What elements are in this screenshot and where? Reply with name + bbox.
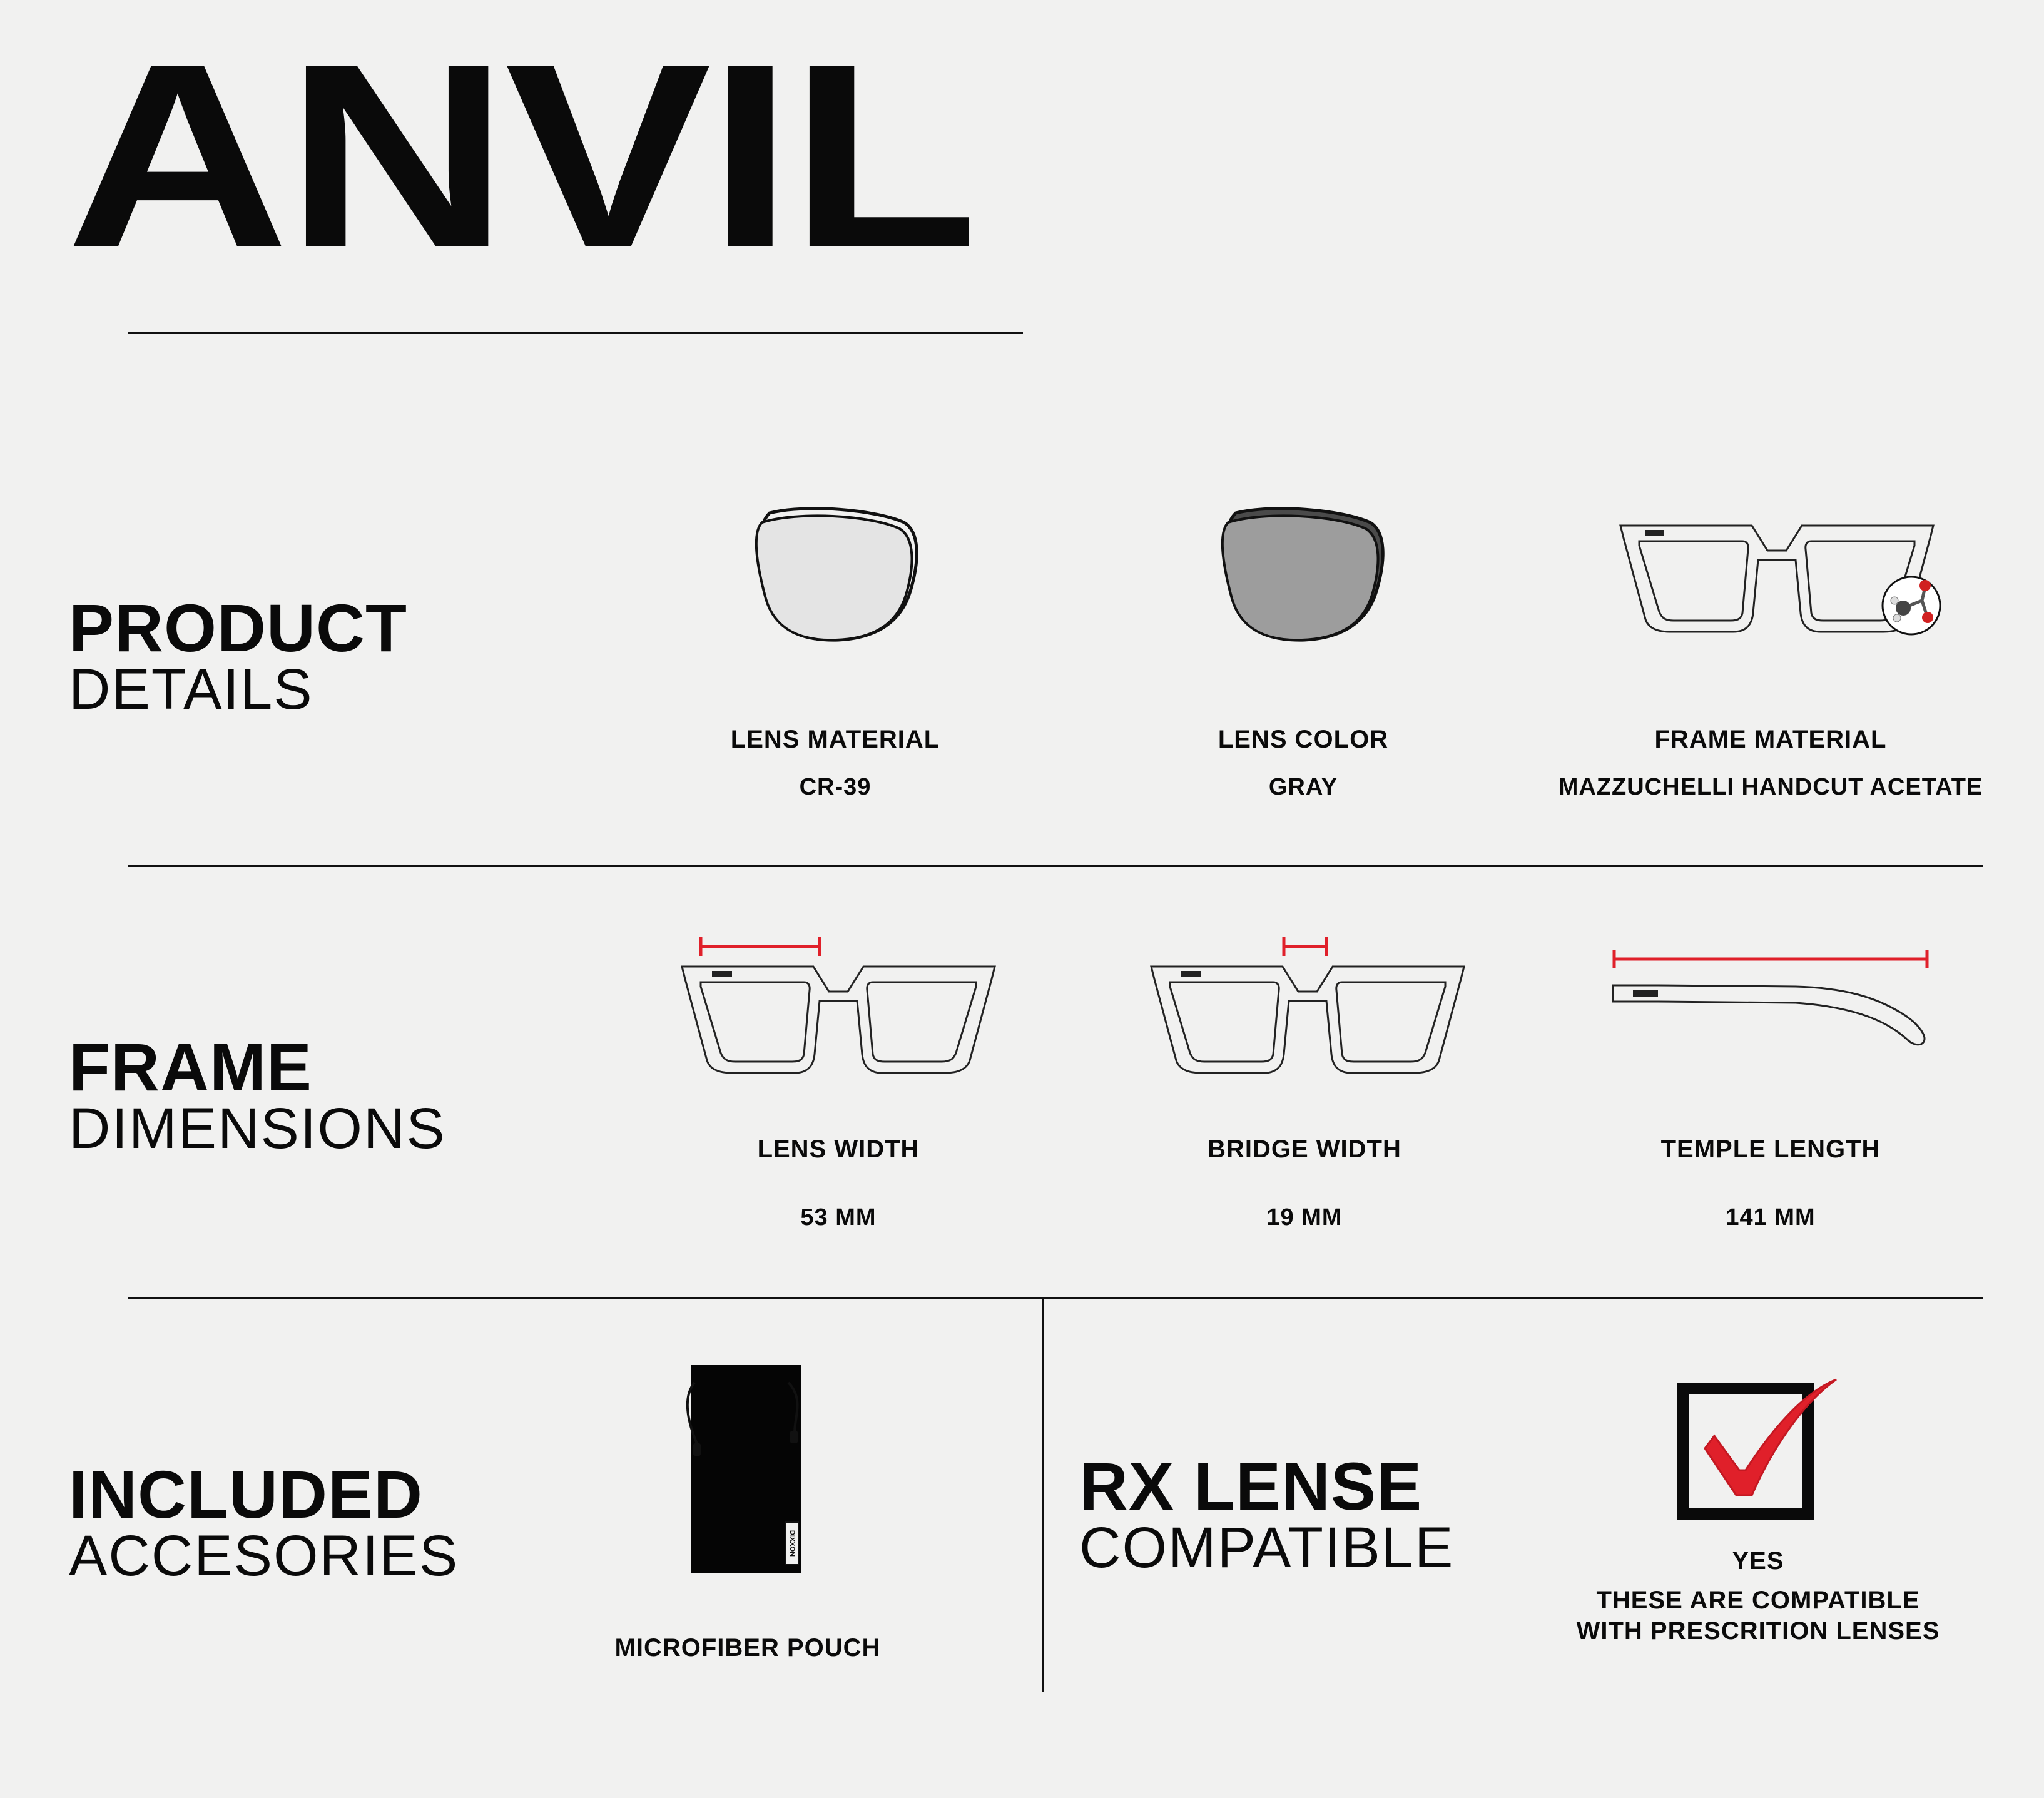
title-underline [128, 332, 1023, 334]
lens-width-label: LENS WIDTH [757, 1135, 920, 1163]
vertical-divider [1042, 1298, 1044, 1692]
clear-lens-icon [751, 504, 926, 648]
lens-material-value: CR-39 [799, 774, 872, 800]
frame-dimensions-heading [69, 1029, 446, 1161]
bridge-width-value: 19 MM [1266, 1204, 1343, 1231]
frame-material-value: MAZZUCHELLI HANDCUT ACETATE [1558, 774, 1983, 800]
lens-color-value: GRAY [1268, 774, 1338, 800]
lens-width-value: 53 MM [800, 1204, 877, 1231]
frame-dimensions-heading-light: DIMENSIONS [69, 1097, 446, 1161]
divider-1 [128, 865, 1983, 867]
rx-heading-bold: RX LENSE [1079, 1448, 1423, 1524]
checkbox-checked-icon [1680, 1376, 1843, 1526]
temple-length-icon [1608, 942, 1933, 1054]
bridge-width-label: BRIDGE WIDTH [1208, 1135, 1401, 1163]
pouch-logo-tag [785, 1521, 799, 1565]
divider-2 [128, 1297, 1983, 1299]
pouch-logo-text: DIXXON [788, 1530, 796, 1557]
product-details-heading-bold: PRODUCT [69, 590, 407, 666]
lens-width-icon [676, 932, 1001, 1076]
microfiber-pouch-label: MICROFIBER POUCH [614, 1634, 881, 1662]
lens-color-label: LENS COLOR [1218, 726, 1389, 753]
product-details-heading [69, 590, 407, 721]
rx-note-line2: WITH PRESCRITION LENSES [1576, 1617, 1940, 1645]
frame-dimensions-heading-bold: FRAME [69, 1029, 312, 1105]
brand-title: ANVIL [66, 9, 974, 303]
rx-answer: YES [1732, 1547, 1784, 1575]
lens-material-label: LENS MATERIAL [730, 726, 940, 753]
frame-material-label: FRAME MATERIAL [1654, 726, 1887, 753]
rx-heading-light: COMPATIBLE [1079, 1516, 1455, 1580]
bridge-width-icon [1145, 932, 1470, 1076]
gray-lens-icon [1217, 504, 1392, 648]
acetate-frame-icon [1614, 513, 1940, 638]
accessories-heading-bold: INCLUDED [69, 1456, 423, 1532]
rx-note-line1: THESE ARE COMPATIBLE [1596, 1587, 1920, 1614]
temple-length-label: TEMPLE LENGTH [1660, 1135, 1881, 1163]
pouch-drawstring-icon [669, 1373, 820, 1461]
rx-heading [1079, 1448, 1455, 1580]
product-details-heading-light: DETAILS [69, 658, 313, 721]
temple-length-value: 141 MM [1726, 1204, 1816, 1231]
accessories-heading-light: ACCESORIES [69, 1524, 459, 1588]
accessories-heading [69, 1456, 459, 1588]
